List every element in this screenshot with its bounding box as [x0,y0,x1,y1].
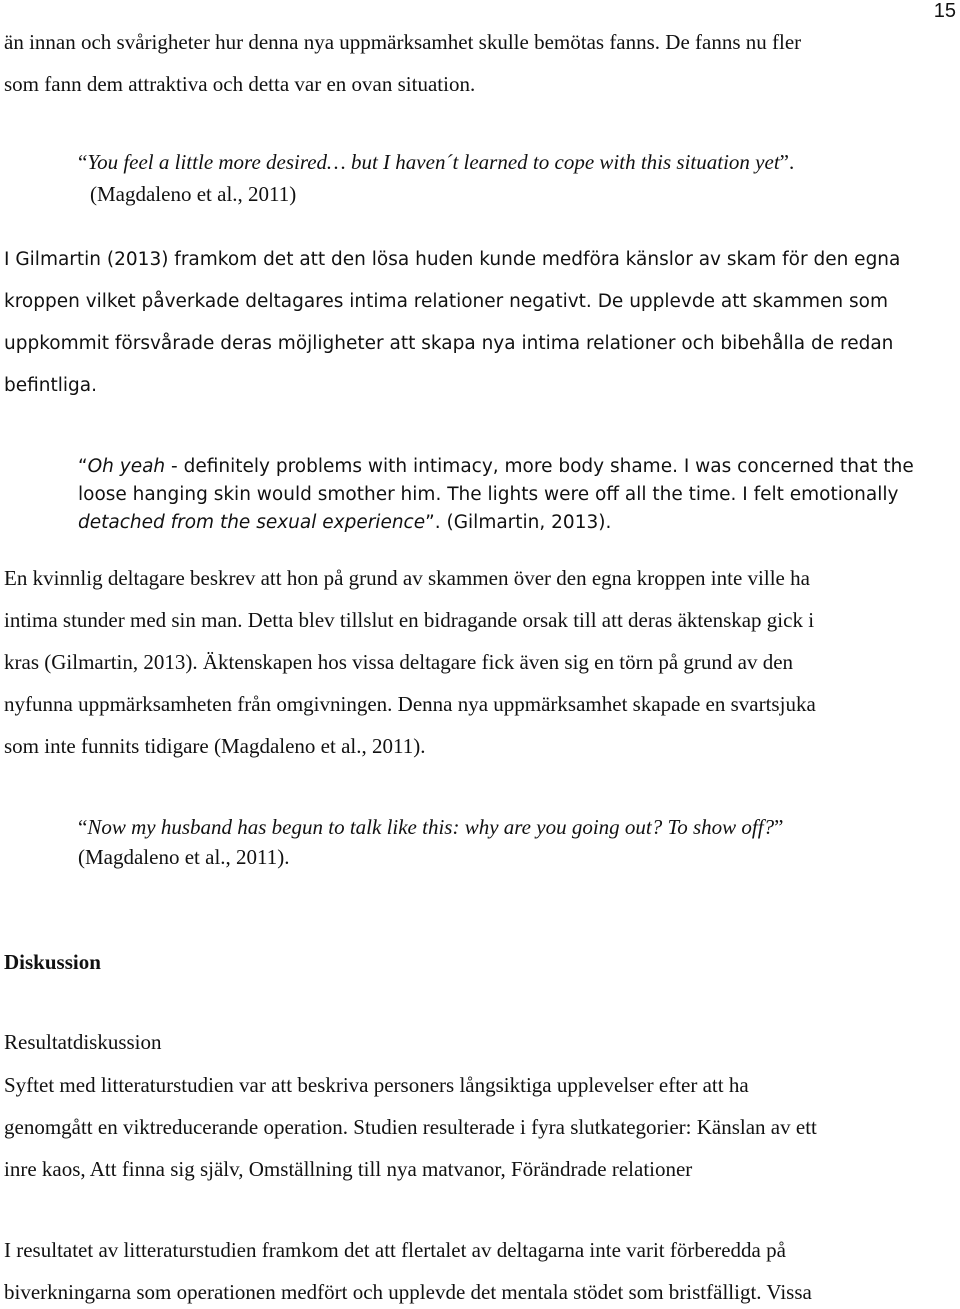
text-line: Syftet med litteraturstudien var att beskriva personers långsiktiga upplevelser efter att ha [4,1073,749,1097]
text-line: som fann dem attraktiva och detta var en ovan situation. [4,72,476,96]
text-line: än innan och svårigheter hur denna nya uppmärksamhet skulle bemötas fanns. De fanns nu fler [4,30,802,54]
quote-citation: (Magdaleno et al., 2011) [90,182,297,206]
quote-italic-end: detached from the sexual experience [78,512,426,533]
close-quote-mark: ” [779,150,789,174]
heading-diskussion: Diskussion [4,950,101,974]
text-line: I Gilmartin (2013) framkom det att den lösa huden kunde medföra känslor av skam för den egna [4,249,901,270]
text-line: kras (Gilmartin, 2013). Äktenskapen hos vissa deltagare fick även sig en törn på grund av den [4,650,794,674]
subheading-resultatdiskussion: Resultatdiskussion [4,1030,162,1054]
text-line: befintliga. [4,375,97,396]
quote-text: Now my husband has begun to talk like this: why are you going out? To show off? [87,815,775,839]
text-line: nyfunna uppmärksamheten från omgivningen. Denna nya uppmärksamhet skapade en svartsjuka [4,692,816,716]
close-quote-mark: ” [774,815,784,839]
close-quote-mark: ” [425,512,435,533]
text-line: uppkommit försvårade deras möjligheter att skapa nya intima relationer och bibehålla de redan [4,333,894,354]
open-quote-mark: “ [78,150,88,174]
quote-italic-start: Oh yeah [87,456,166,477]
text-line: intima stunder med sin man. Detta blev tillslut en bidragande orsak till att deras äktenskap gick i [4,608,815,632]
quote-line: “You feel a little more desired… but I haven´t learned to cope with this situation yet”. [78,150,795,174]
text-line: inre kaos, Att finna sig själv, Omställning till nya matvanor, Förändrade relationer [4,1157,693,1181]
quote-citation: (Magdaleno et al., 2011). [78,845,290,869]
quote-line: “Oh yeah - definitely problems with intimacy, more body shame. I was concerned that the [78,456,914,477]
quote-line: loose hanging skin would smother him. The lights were off all the time. I felt emotionally [78,484,899,505]
page-number: 15 [933,0,956,22]
text-line: kroppen vilket påverkade deltagares intima relationer negativt. De upplevde att skammen som [4,291,888,312]
quote-line [78,815,783,840]
open-quote-mark: “ [78,815,88,839]
text-line: genomgått en viktreducerande operation. Studien resulterade i fyra slutkategorier: Känslan av ett [4,1115,817,1139]
text-line: I resultatet av litteraturstudien framkom det att flertalet av deltagarna inte varit förberedda på [4,1238,786,1262]
text-line: biverkningarna som operationen medfört och upplevde det mentala stödet som bristfälligt. Vissa [4,1280,812,1304]
open-quote-mark: “ [78,456,88,477]
text-line: som inte funnits tidigare (Magdaleno et al., 2011). [4,734,426,758]
quote-line: detached from the sexual experience”. (Gilmartin, 2013). [78,512,612,533]
text-line: En kvinnlig deltagare beskrev att hon på grund av skammen över den egna kroppen inte ville ha [4,566,810,590]
quote-text: You feel a little more desired… but I haven´t learned to cope with this situation yet [87,150,780,174]
